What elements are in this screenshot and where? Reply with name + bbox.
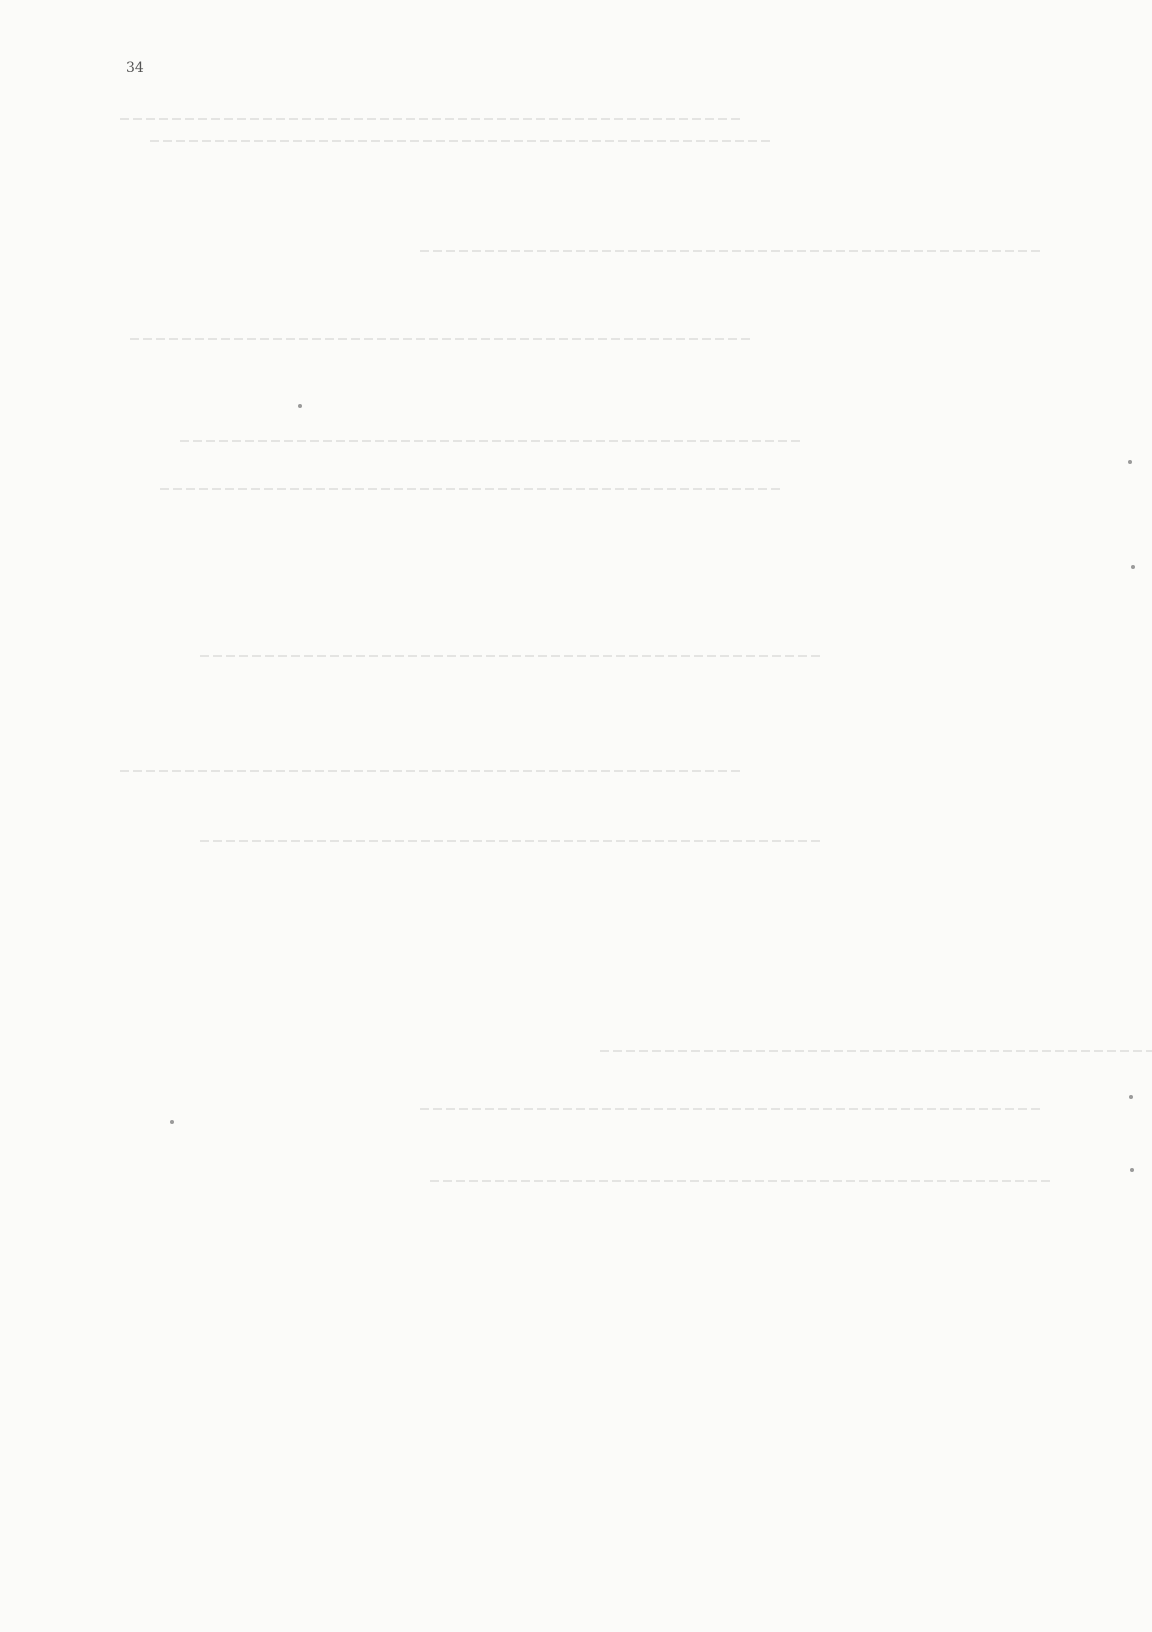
scan-speck bbox=[1128, 460, 1132, 464]
scan-speck bbox=[170, 1120, 174, 1124]
reverse-side-bleed bbox=[120, 118, 740, 120]
reverse-side-bleed bbox=[150, 140, 770, 142]
reverse-side-bleed bbox=[430, 1180, 1050, 1182]
reverse-side-bleed bbox=[200, 840, 820, 842]
scan-speck bbox=[1131, 565, 1135, 569]
reverse-side-bleed bbox=[600, 1050, 1152, 1052]
reverse-side-bleed bbox=[420, 1108, 1040, 1110]
scan-speck bbox=[298, 404, 302, 408]
scan-speck bbox=[1130, 1168, 1134, 1172]
reverse-side-bleed bbox=[130, 338, 750, 340]
reverse-side-bleed bbox=[200, 655, 820, 657]
scan-speck bbox=[1129, 1095, 1133, 1099]
page-number: 34 bbox=[126, 60, 144, 76]
reverse-side-bleed bbox=[420, 250, 1040, 252]
reverse-side-bleed bbox=[180, 440, 800, 442]
reverse-side-bleed bbox=[120, 770, 740, 772]
reverse-side-bleed bbox=[160, 488, 780, 490]
